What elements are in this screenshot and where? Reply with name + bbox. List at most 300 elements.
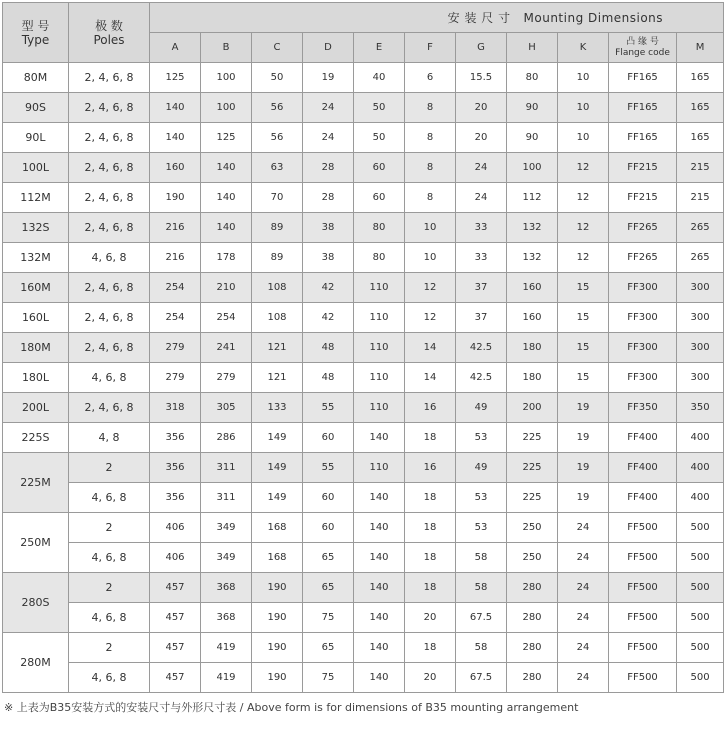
value-cell-e: 110 bbox=[354, 453, 405, 483]
flange-header-cn: 凸 缘 号 bbox=[626, 36, 659, 47]
table-row bbox=[3, 573, 724, 603]
value-cell-e: 50 bbox=[354, 123, 405, 153]
value-cell-h: 280 bbox=[507, 573, 558, 603]
value-cell-b: 368 bbox=[201, 603, 252, 633]
value-cell-b: 140 bbox=[201, 153, 252, 183]
value-cell-k: 19 bbox=[558, 483, 609, 513]
value-cell-e: 140 bbox=[354, 513, 405, 543]
value-cell-flange: FF400 bbox=[609, 423, 677, 453]
value-cell-flange: FF215 bbox=[609, 153, 677, 183]
value-cell-k: 24 bbox=[558, 543, 609, 573]
value-cell-f: 8 bbox=[405, 183, 456, 213]
value-cell-flange: FF300 bbox=[609, 363, 677, 393]
value-cell-g: 58 bbox=[456, 573, 507, 603]
col-header-h: H bbox=[507, 33, 558, 63]
value-cell-f: 8 bbox=[405, 123, 456, 153]
value-cell-k: 19 bbox=[558, 453, 609, 483]
value-cell-k: 15 bbox=[558, 303, 609, 333]
type-cell: 225M bbox=[3, 453, 69, 513]
value-cell-flange: FF500 bbox=[609, 663, 677, 693]
value-cell-g: 24 bbox=[456, 183, 507, 213]
table-row bbox=[3, 363, 724, 393]
poles-cell: 4, 6, 8 bbox=[69, 603, 150, 633]
poles-header-cn: 极 数 bbox=[95, 18, 123, 33]
poles-cell: 4, 8 bbox=[69, 423, 150, 453]
value-cell-g: 67.5 bbox=[456, 663, 507, 693]
value-cell-a: 457 bbox=[150, 603, 201, 633]
value-cell-h: 160 bbox=[507, 273, 558, 303]
value-cell-h: 280 bbox=[507, 633, 558, 663]
value-cell-k: 24 bbox=[558, 603, 609, 633]
value-cell-m: 500 bbox=[677, 543, 724, 573]
table-row bbox=[3, 663, 724, 693]
value-cell-b: 419 bbox=[201, 633, 252, 663]
value-cell-g: 53 bbox=[456, 513, 507, 543]
value-cell-g: 49 bbox=[456, 453, 507, 483]
value-cell-m: 500 bbox=[677, 633, 724, 663]
value-cell-c: 168 bbox=[252, 543, 303, 573]
value-cell-c: 133 bbox=[252, 393, 303, 423]
poles-cell: 2, 4, 6, 8 bbox=[69, 393, 150, 423]
col-header-f: F bbox=[405, 33, 456, 63]
value-cell-m: 300 bbox=[677, 273, 724, 303]
value-cell-a: 140 bbox=[150, 93, 201, 123]
dimensions-table bbox=[2, 2, 724, 693]
value-cell-g: 20 bbox=[456, 93, 507, 123]
col-header-c: C bbox=[252, 33, 303, 63]
value-cell-b: 210 bbox=[201, 273, 252, 303]
value-cell-flange: FF165 bbox=[609, 93, 677, 123]
value-cell-k: 24 bbox=[558, 573, 609, 603]
value-cell-h: 90 bbox=[507, 93, 558, 123]
type-cell: 160L bbox=[3, 303, 69, 333]
value-cell-c: 121 bbox=[252, 363, 303, 393]
value-cell-d: 65 bbox=[303, 543, 354, 573]
value-cell-m: 350 bbox=[677, 393, 724, 423]
value-cell-b: 286 bbox=[201, 423, 252, 453]
value-cell-m: 165 bbox=[677, 63, 724, 93]
value-cell-h: 225 bbox=[507, 453, 558, 483]
value-cell-b: 140 bbox=[201, 213, 252, 243]
value-cell-d: 42 bbox=[303, 303, 354, 333]
poles-cell: 2 bbox=[69, 573, 150, 603]
col-header-d: D bbox=[303, 33, 354, 63]
value-cell-flange: FF265 bbox=[609, 213, 677, 243]
value-cell-a: 216 bbox=[150, 213, 201, 243]
value-cell-f: 12 bbox=[405, 303, 456, 333]
value-cell-f: 14 bbox=[405, 333, 456, 363]
value-cell-a: 190 bbox=[150, 183, 201, 213]
value-cell-b: 140 bbox=[201, 183, 252, 213]
value-cell-flange: FF265 bbox=[609, 243, 677, 273]
value-cell-flange: FF500 bbox=[609, 633, 677, 663]
value-cell-flange: FF400 bbox=[609, 483, 677, 513]
type-cell: 280S bbox=[3, 573, 69, 633]
value-cell-k: 12 bbox=[558, 213, 609, 243]
value-cell-e: 140 bbox=[354, 573, 405, 603]
poles-cell: 2, 4, 6, 8 bbox=[69, 273, 150, 303]
value-cell-a: 254 bbox=[150, 273, 201, 303]
value-cell-a: 356 bbox=[150, 423, 201, 453]
value-cell-c: 190 bbox=[252, 633, 303, 663]
value-cell-c: 70 bbox=[252, 183, 303, 213]
table-row bbox=[3, 393, 724, 423]
value-cell-flange: FF500 bbox=[609, 513, 677, 543]
value-cell-a: 457 bbox=[150, 663, 201, 693]
type-cell: 180M bbox=[3, 333, 69, 363]
value-cell-d: 55 bbox=[303, 453, 354, 483]
value-cell-flange: FF300 bbox=[609, 273, 677, 303]
value-cell-d: 38 bbox=[303, 243, 354, 273]
value-cell-e: 80 bbox=[354, 243, 405, 273]
value-cell-m: 265 bbox=[677, 213, 724, 243]
type-header bbox=[3, 3, 69, 63]
value-cell-k: 19 bbox=[558, 393, 609, 423]
value-cell-h: 112 bbox=[507, 183, 558, 213]
poles-cell: 2 bbox=[69, 513, 150, 543]
value-cell-h: 280 bbox=[507, 603, 558, 633]
value-cell-c: 149 bbox=[252, 453, 303, 483]
col-header-k: K bbox=[558, 33, 609, 63]
value-cell-c: 63 bbox=[252, 153, 303, 183]
value-cell-e: 110 bbox=[354, 273, 405, 303]
value-cell-flange: FF500 bbox=[609, 543, 677, 573]
value-cell-c: 190 bbox=[252, 603, 303, 633]
poles-cell: 2, 4, 6, 8 bbox=[69, 333, 150, 363]
type-header-cn: 型 号 bbox=[21, 18, 50, 33]
col-header-flange bbox=[609, 33, 677, 63]
type-cell: 90S bbox=[3, 93, 69, 123]
value-cell-h: 132 bbox=[507, 213, 558, 243]
value-cell-m: 215 bbox=[677, 153, 724, 183]
table-row bbox=[3, 243, 724, 273]
value-cell-g: 58 bbox=[456, 633, 507, 663]
value-cell-b: 311 bbox=[201, 453, 252, 483]
table-body bbox=[3, 63, 724, 693]
poles-cell: 4, 6, 8 bbox=[69, 663, 150, 693]
value-cell-e: 80 bbox=[354, 213, 405, 243]
value-cell-h: 160 bbox=[507, 303, 558, 333]
value-cell-a: 356 bbox=[150, 483, 201, 513]
poles-cell: 4, 6, 8 bbox=[69, 363, 150, 393]
value-cell-d: 19 bbox=[303, 63, 354, 93]
poles-header bbox=[69, 3, 150, 63]
type-header-en: Type bbox=[21, 32, 50, 47]
value-cell-c: 121 bbox=[252, 333, 303, 363]
table-row bbox=[3, 273, 724, 303]
value-cell-c: 50 bbox=[252, 63, 303, 93]
value-cell-g: 67.5 bbox=[456, 603, 507, 633]
value-cell-f: 8 bbox=[405, 153, 456, 183]
value-cell-g: 58 bbox=[456, 543, 507, 573]
table-row bbox=[3, 603, 724, 633]
value-cell-flange: FF400 bbox=[609, 453, 677, 483]
value-cell-a: 160 bbox=[150, 153, 201, 183]
table-row bbox=[3, 303, 724, 333]
value-cell-m: 165 bbox=[677, 123, 724, 153]
value-cell-e: 110 bbox=[354, 393, 405, 423]
mounting-dimensions-header: 安 装 尺 寸 Mounting Dimensions bbox=[150, 3, 724, 33]
value-cell-g: 37 bbox=[456, 273, 507, 303]
value-cell-h: 180 bbox=[507, 333, 558, 363]
value-cell-e: 60 bbox=[354, 183, 405, 213]
value-cell-k: 19 bbox=[558, 423, 609, 453]
value-cell-flange: FF215 bbox=[609, 183, 677, 213]
value-cell-e: 140 bbox=[354, 543, 405, 573]
value-cell-f: 18 bbox=[405, 513, 456, 543]
value-cell-a: 318 bbox=[150, 393, 201, 423]
type-cell: 225S bbox=[3, 423, 69, 453]
poles-cell: 2, 4, 6, 8 bbox=[69, 93, 150, 123]
value-cell-f: 20 bbox=[405, 663, 456, 693]
value-cell-k: 15 bbox=[558, 273, 609, 303]
type-cell: 160M bbox=[3, 273, 69, 303]
value-cell-flange: FF350 bbox=[609, 393, 677, 423]
value-cell-f: 18 bbox=[405, 543, 456, 573]
value-cell-d: 28 bbox=[303, 183, 354, 213]
value-cell-flange: FF500 bbox=[609, 603, 677, 633]
value-cell-f: 18 bbox=[405, 633, 456, 663]
col-header-b: B bbox=[201, 33, 252, 63]
table-row bbox=[3, 483, 724, 513]
type-cell: 80M bbox=[3, 63, 69, 93]
flange-header-en: Flange code bbox=[615, 47, 670, 58]
value-cell-g: 33 bbox=[456, 243, 507, 273]
type-cell: 112M bbox=[3, 183, 69, 213]
value-cell-f: 18 bbox=[405, 483, 456, 513]
value-cell-f: 16 bbox=[405, 453, 456, 483]
value-cell-h: 100 bbox=[507, 153, 558, 183]
value-cell-b: 349 bbox=[201, 513, 252, 543]
value-cell-f: 10 bbox=[405, 243, 456, 273]
value-cell-d: 65 bbox=[303, 633, 354, 663]
value-cell-h: 90 bbox=[507, 123, 558, 153]
value-cell-f: 6 bbox=[405, 63, 456, 93]
table-header bbox=[3, 3, 724, 63]
value-cell-g: 20 bbox=[456, 123, 507, 153]
value-cell-b: 125 bbox=[201, 123, 252, 153]
type-cell: 132S bbox=[3, 213, 69, 243]
value-cell-b: 279 bbox=[201, 363, 252, 393]
value-cell-h: 80 bbox=[507, 63, 558, 93]
value-cell-e: 140 bbox=[354, 483, 405, 513]
value-cell-d: 75 bbox=[303, 603, 354, 633]
value-cell-a: 279 bbox=[150, 363, 201, 393]
value-cell-d: 28 bbox=[303, 153, 354, 183]
value-cell-f: 16 bbox=[405, 393, 456, 423]
value-cell-b: 178 bbox=[201, 243, 252, 273]
value-cell-k: 10 bbox=[558, 93, 609, 123]
value-cell-b: 305 bbox=[201, 393, 252, 423]
value-cell-h: 250 bbox=[507, 513, 558, 543]
table-row bbox=[3, 423, 724, 453]
value-cell-a: 406 bbox=[150, 513, 201, 543]
value-cell-k: 12 bbox=[558, 153, 609, 183]
value-cell-a: 457 bbox=[150, 633, 201, 663]
value-cell-g: 42.5 bbox=[456, 333, 507, 363]
poles-cell: 2, 4, 6, 8 bbox=[69, 153, 150, 183]
value-cell-b: 254 bbox=[201, 303, 252, 333]
value-cell-f: 14 bbox=[405, 363, 456, 393]
poles-cell: 2, 4, 6, 8 bbox=[69, 123, 150, 153]
value-cell-m: 500 bbox=[677, 603, 724, 633]
value-cell-c: 89 bbox=[252, 243, 303, 273]
value-cell-m: 400 bbox=[677, 453, 724, 483]
value-cell-c: 108 bbox=[252, 303, 303, 333]
type-cell: 250M bbox=[3, 513, 69, 573]
value-cell-m: 500 bbox=[677, 573, 724, 603]
value-cell-c: 190 bbox=[252, 573, 303, 603]
value-cell-f: 8 bbox=[405, 93, 456, 123]
value-cell-c: 56 bbox=[252, 93, 303, 123]
value-cell-g: 15.5 bbox=[456, 63, 507, 93]
table-row bbox=[3, 63, 724, 93]
value-cell-k: 10 bbox=[558, 123, 609, 153]
value-cell-k: 24 bbox=[558, 633, 609, 663]
poles-cell: 2, 4, 6, 8 bbox=[69, 303, 150, 333]
value-cell-m: 400 bbox=[677, 483, 724, 513]
value-cell-a: 457 bbox=[150, 573, 201, 603]
value-cell-b: 100 bbox=[201, 93, 252, 123]
value-cell-a: 140 bbox=[150, 123, 201, 153]
table-row bbox=[3, 123, 724, 153]
value-cell-h: 180 bbox=[507, 363, 558, 393]
value-cell-m: 265 bbox=[677, 243, 724, 273]
value-cell-b: 100 bbox=[201, 63, 252, 93]
value-cell-e: 60 bbox=[354, 153, 405, 183]
value-cell-flange: FF165 bbox=[609, 123, 677, 153]
value-cell-a: 406 bbox=[150, 543, 201, 573]
poles-cell: 4, 6, 8 bbox=[69, 483, 150, 513]
poles-cell: 4, 6, 8 bbox=[69, 543, 150, 573]
value-cell-e: 140 bbox=[354, 633, 405, 663]
poles-cell: 2, 4, 6, 8 bbox=[69, 213, 150, 243]
value-cell-d: 24 bbox=[303, 93, 354, 123]
value-cell-g: 53 bbox=[456, 483, 507, 513]
value-cell-b: 241 bbox=[201, 333, 252, 363]
value-cell-g: 49 bbox=[456, 393, 507, 423]
value-cell-b: 311 bbox=[201, 483, 252, 513]
value-cell-e: 140 bbox=[354, 663, 405, 693]
value-cell-c: 149 bbox=[252, 483, 303, 513]
value-cell-h: 200 bbox=[507, 393, 558, 423]
value-cell-m: 165 bbox=[677, 93, 724, 123]
value-cell-f: 12 bbox=[405, 273, 456, 303]
value-cell-f: 18 bbox=[405, 573, 456, 603]
value-cell-e: 40 bbox=[354, 63, 405, 93]
value-cell-d: 48 bbox=[303, 363, 354, 393]
table-row bbox=[3, 513, 724, 543]
value-cell-h: 250 bbox=[507, 543, 558, 573]
type-cell: 200L bbox=[3, 393, 69, 423]
table-row bbox=[3, 213, 724, 243]
value-cell-e: 110 bbox=[354, 333, 405, 363]
value-cell-flange: FF300 bbox=[609, 333, 677, 363]
poles-cell: 2 bbox=[69, 453, 150, 483]
value-cell-k: 24 bbox=[558, 513, 609, 543]
value-cell-d: 24 bbox=[303, 123, 354, 153]
value-cell-g: 24 bbox=[456, 153, 507, 183]
poles-cell: 2 bbox=[69, 633, 150, 663]
value-cell-k: 15 bbox=[558, 363, 609, 393]
value-cell-a: 216 bbox=[150, 243, 201, 273]
value-cell-m: 300 bbox=[677, 363, 724, 393]
value-cell-m: 300 bbox=[677, 303, 724, 333]
value-cell-k: 12 bbox=[558, 183, 609, 213]
poles-cell: 2, 4, 6, 8 bbox=[69, 183, 150, 213]
value-cell-g: 37 bbox=[456, 303, 507, 333]
value-cell-flange: FF165 bbox=[609, 63, 677, 93]
value-cell-b: 368 bbox=[201, 573, 252, 603]
value-cell-e: 110 bbox=[354, 363, 405, 393]
value-cell-c: 108 bbox=[252, 273, 303, 303]
type-cell: 280M bbox=[3, 633, 69, 693]
value-cell-d: 60 bbox=[303, 423, 354, 453]
value-cell-a: 254 bbox=[150, 303, 201, 333]
col-header-a: A bbox=[150, 33, 201, 63]
poles-cell: 2, 4, 6, 8 bbox=[69, 63, 150, 93]
value-cell-e: 140 bbox=[354, 603, 405, 633]
value-cell-e: 50 bbox=[354, 93, 405, 123]
value-cell-m: 400 bbox=[677, 423, 724, 453]
table-row bbox=[3, 633, 724, 663]
value-cell-k: 12 bbox=[558, 243, 609, 273]
value-cell-c: 56 bbox=[252, 123, 303, 153]
type-cell: 90L bbox=[3, 123, 69, 153]
col-header-m: M bbox=[677, 33, 724, 63]
value-cell-f: 18 bbox=[405, 423, 456, 453]
col-header-e: E bbox=[354, 33, 405, 63]
value-cell-d: 60 bbox=[303, 483, 354, 513]
value-cell-d: 38 bbox=[303, 213, 354, 243]
type-cell: 132M bbox=[3, 243, 69, 273]
value-cell-k: 15 bbox=[558, 333, 609, 363]
value-cell-g: 42.5 bbox=[456, 363, 507, 393]
value-cell-m: 215 bbox=[677, 183, 724, 213]
value-cell-k: 24 bbox=[558, 663, 609, 693]
value-cell-g: 33 bbox=[456, 213, 507, 243]
col-header-g: G bbox=[456, 33, 507, 63]
type-cell: 100L bbox=[3, 153, 69, 183]
value-cell-h: 280 bbox=[507, 663, 558, 693]
type-cell: 180L bbox=[3, 363, 69, 393]
value-cell-d: 55 bbox=[303, 393, 354, 423]
table-row bbox=[3, 333, 724, 363]
value-cell-d: 42 bbox=[303, 273, 354, 303]
value-cell-c: 168 bbox=[252, 513, 303, 543]
value-cell-m: 500 bbox=[677, 513, 724, 543]
footnote: ※ 上表为B35安装方式的安装尺寸与外形尺寸表 / Above form is for dimensions of B35 mounting arrangement bbox=[4, 701, 579, 714]
value-cell-b: 349 bbox=[201, 543, 252, 573]
poles-header-en: Poles bbox=[93, 32, 125, 47]
value-cell-flange: FF500 bbox=[609, 573, 677, 603]
value-cell-a: 356 bbox=[150, 453, 201, 483]
value-cell-d: 60 bbox=[303, 513, 354, 543]
value-cell-flange: FF300 bbox=[609, 303, 677, 333]
value-cell-d: 75 bbox=[303, 663, 354, 693]
value-cell-a: 279 bbox=[150, 333, 201, 363]
value-cell-f: 10 bbox=[405, 213, 456, 243]
value-cell-c: 149 bbox=[252, 423, 303, 453]
value-cell-h: 132 bbox=[507, 243, 558, 273]
value-cell-f: 20 bbox=[405, 603, 456, 633]
value-cell-k: 10 bbox=[558, 63, 609, 93]
table-row bbox=[3, 543, 724, 573]
table-row bbox=[3, 183, 724, 213]
value-cell-m: 300 bbox=[677, 333, 724, 363]
value-cell-c: 89 bbox=[252, 213, 303, 243]
value-cell-c: 190 bbox=[252, 663, 303, 693]
